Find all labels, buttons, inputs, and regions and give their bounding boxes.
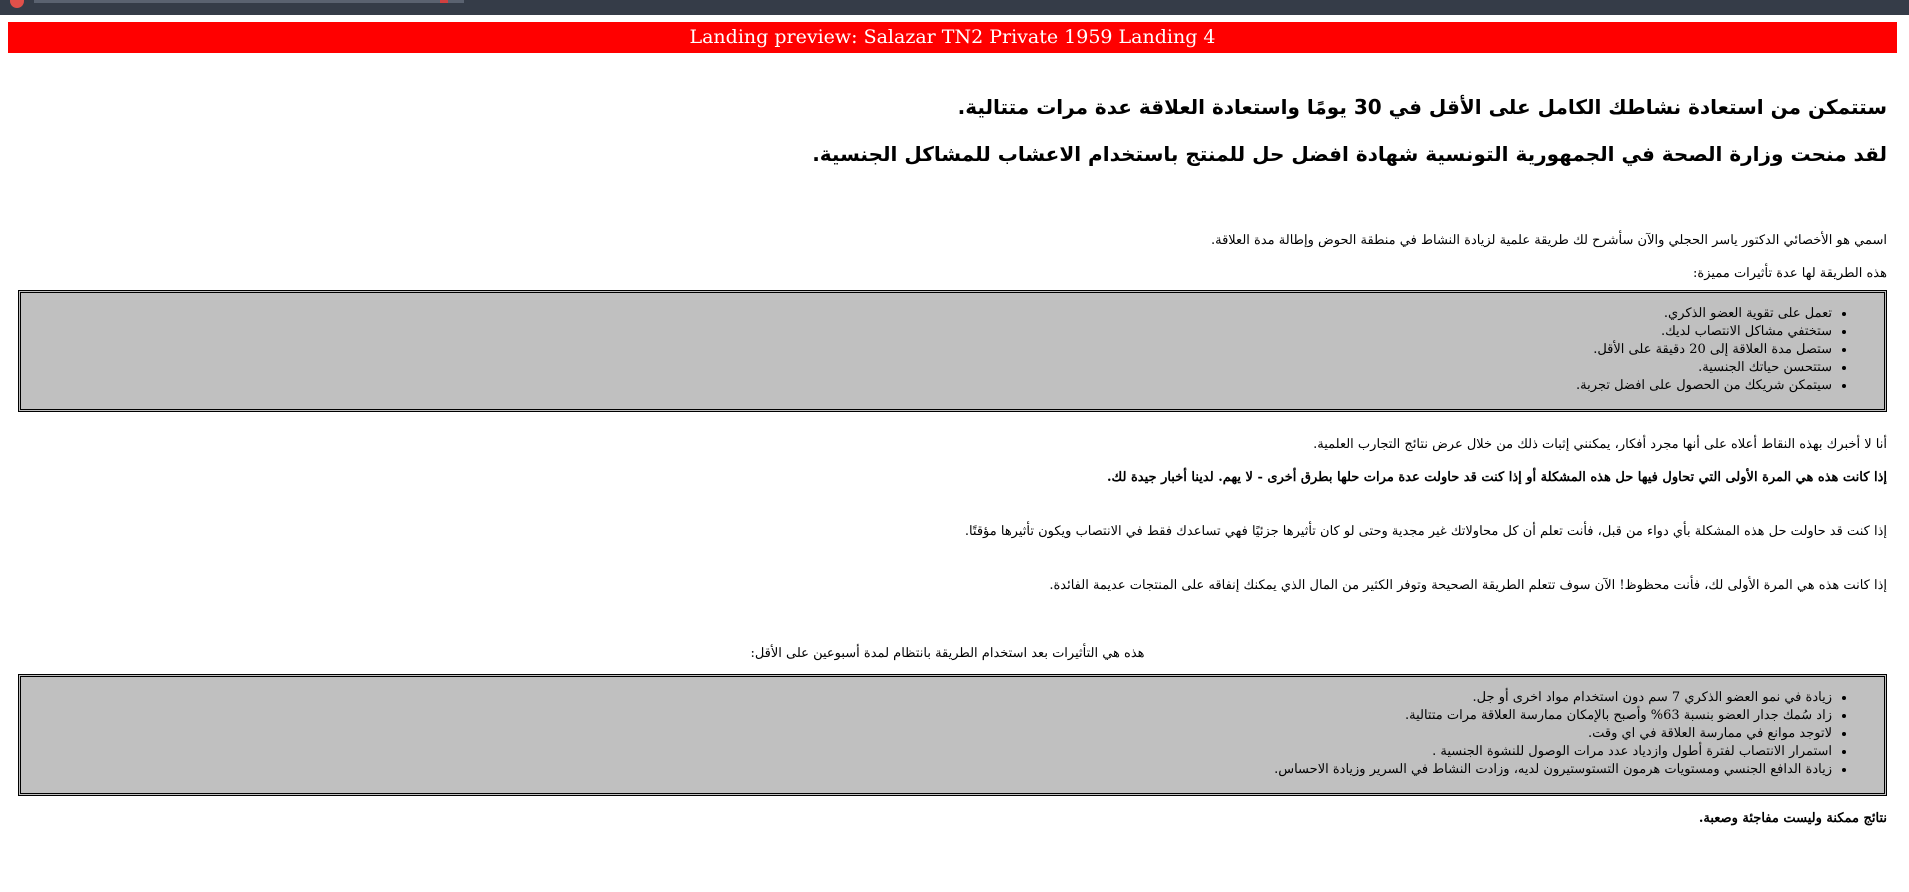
proof-paragraph: أنا لا أخبرك بهذه النقاط أعلاه على أنها مجرد أفكار، يمكنني إثبات ذلك من خلال عرض نتائج التجارب العلمية. [1313, 437, 1887, 452]
list-item: • لاتوجد موانع في ممارسة العلاقة في اي وقت. [43, 725, 1832, 743]
list-item: • زيادة الدافع الجنسي ومستويات هرمون التستوستيرون لديه، وزادت النشاط في السرير وزيادة الاحساس. [43, 761, 1832, 779]
intro-paragraph: اسمي هو الأخصائي الدكتور ياسر الحجلي والآن سأشرح لك طريقة علمية لزيادة النشاط في منطقة الحوض وإطالة مدة العلاقة. [1210, 233, 1887, 248]
browser-top-bar [0, 0, 1909, 15]
effects-intro: هذه الطريقة لها عدة تأثيرات مميزة: [1693, 266, 1887, 281]
tab-indicator [440, 0, 448, 3]
results-intro-wrap [18, 642, 1887, 662]
results-intro: هذه هي التأثيرات بعد استخدام الطريقة بانتظام لمدة أسبوعين على الأقل: [750, 646, 1145, 661]
effects-box [18, 290, 1887, 412]
landing-preview-banner: Landing preview: Salazar TN2 Private 1959 Landing 4 [8, 22, 1897, 53]
list-item: • سيتمكن شريكك من الحصول على افضل تجربة. [43, 377, 1832, 395]
results-conclusion: نتائج ممكنة وليست مفاجئة وصعبة. [1698, 811, 1887, 826]
good-news-paragraph: إذا كانت هذه هي المرة الأولى التي تحاول فيها حل هذه المشكلة أو إذا كنت قد حاولت عدة مرات حلها بطرق أخرى - لا يهم. لدينا أخبار جيدة لك. [1106, 470, 1887, 485]
landing-content [18, 95, 1887, 827]
previous-attempts-paragraph: إذا كنت قد حاولت حل هذه المشكلة بأي دواء من قبل، فأنت تعلم أن كل محاولاتك غير مجدية وحتى لو كان تأثيرها جزئيًا فهي تساعدك فقط في الانتصاب ويكون تأثيرها مؤقتًا. [964, 524, 1887, 539]
list-item: • استمرار الانتصاب لفترة أطول وازدياد عدد مرات الوصول للنشوة الجنسية . [43, 743, 1832, 761]
list-item: • زيادة في نمو العضو الذكري 7 سم دون استخدام مواد اخرى أو جل. [43, 689, 1832, 707]
results-box [18, 674, 1887, 796]
close-icon[interactable] [10, 0, 24, 8]
tab-strip[interactable] [34, 0, 464, 3]
first-time-paragraph: إذا كانت هذه هي المرة الأولى لك، فأنت محظوظ! الآن سوف تتعلم الطريقة الصحيحة وتوفر الكثير من المال الذي يمكنك إنفاقه على المنتجات عديمة الفائدة. [1049, 578, 1887, 593]
list-item: • تعمل على تقوية العضو الذكري. [43, 305, 1832, 323]
list-item: • زاد سُمك جدار العضو بنسبة 63% وأصبح بالإمكان ممارسة العلاقة مرات متتالية. [43, 707, 1832, 725]
list-item: • ستصل مدة العلاقة إلى 20 دقيقة على الأقل. [43, 341, 1832, 359]
list-item: • ستختفي مشاكل الانتصاب لديك. [43, 323, 1832, 341]
headline-1: ستتمكن من استعادة نشاطك الكامل على الأقل في 30 يومًا واستعادة العلاقة عدة مرات متتالية. [957, 95, 1887, 119]
effects-list [43, 305, 1862, 395]
results-list [43, 689, 1862, 779]
list-item: • ستتحسن حياتك الجنسية. [43, 359, 1832, 377]
headline-2: لقد منحت وزارة الصحة في الجمهورية التونسية شهادة افضل حل للمنتج باستخدام الاعشاب للمشاكل الجنسية. [812, 142, 1887, 166]
